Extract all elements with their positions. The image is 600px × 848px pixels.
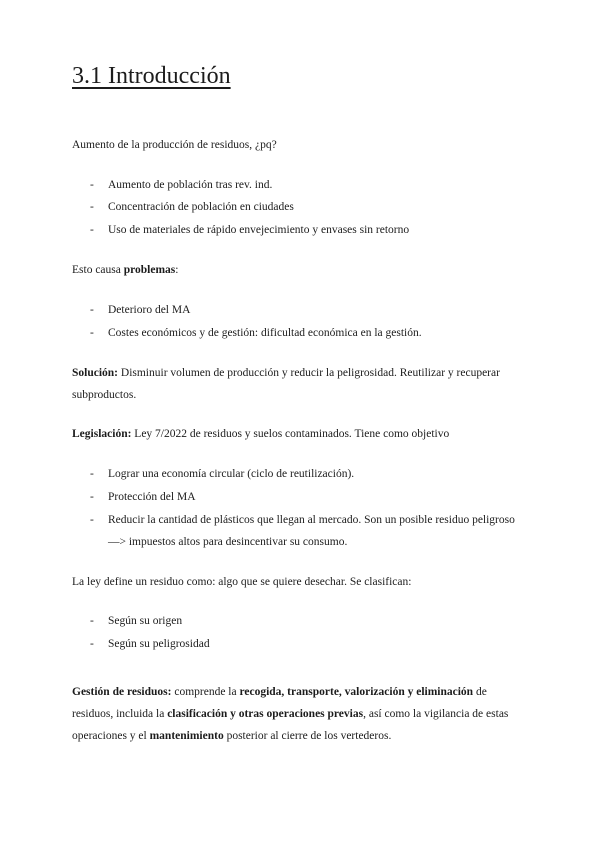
bold-run: Gestión de residuos:: [72, 686, 172, 699]
text-run: Esto causa: [72, 264, 124, 277]
list-item-objective-3: - Reducir la cantidad de plásticos que llegan al mercado. Son un posible residuo peligroso —> impuestos altos para desincentivar su consumo.: [72, 510, 528, 554]
list-item-cause-3: - Uso de materiales de rápido envejecimiento y envases sin retorno: [72, 220, 528, 242]
list-classifications: [72, 611, 528, 656]
paragraph-intro-question: Aumento de la producción de residuos, ¿pq?: [72, 138, 277, 151]
bold-run: mantenimiento: [149, 729, 224, 742]
text-run: de residuos, incluida la: [72, 686, 487, 720]
paragraph-legislation: [72, 424, 528, 446]
bold-run: recogida, transporte, valorización y eliminación: [239, 686, 474, 699]
list-item-objective-1: - Lograr una economía circular (ciclo de reutilización).: [72, 464, 528, 486]
paragraph-management: [72, 682, 528, 748]
list-item-cause-2: - Concentración de población en ciudades: [72, 197, 528, 219]
list-item-cause-1: - Aumento de población tras rev. ind.: [72, 175, 528, 197]
text-run: comprende la: [171, 686, 240, 699]
text-run: , así como la vigilancia de estas operaciones y el: [72, 707, 509, 742]
bold-run: problemas: [123, 264, 176, 277]
bold-run: Legislación:: [72, 428, 132, 441]
list-item-problem-1: - Deterioro del MA: [72, 300, 528, 322]
bold-run: Solución:: [72, 366, 119, 379]
list-item-classification-2: - Según su peligrosidad: [72, 634, 528, 656]
list-item-problem-2: - Costes económicos y de gestión: dificultad económica en la gestión.: [72, 323, 528, 345]
text-run: Ley 7/2022 de residuos y suelos contaminados. Tiene como objetivo: [131, 428, 450, 441]
text-run: Disminuir volumen de producción y reducir la peligrosidad. Reutilizar y recuperar subproductos.: [72, 366, 500, 401]
text-run: :: [175, 264, 179, 277]
list-item-classification-1: - Según su origen: [72, 611, 528, 633]
paragraph-solution: [72, 363, 528, 407]
page-title: 3.1 Introducción: [72, 63, 231, 89]
list-item-objective-2: - Protección del MA: [72, 487, 528, 509]
list-problems: [72, 300, 528, 345]
bold-run: clasificación y otras operaciones previas: [167, 707, 364, 720]
paragraph-definition: La ley define un residuo como: algo que se quiere desechar. Se clasifican:: [72, 575, 412, 588]
text-run: posterior al cierre de los vertederos.: [223, 729, 392, 742]
list-objectives: [72, 464, 528, 553]
paragraph-problems-lead: [72, 260, 528, 282]
list-causes: [72, 175, 528, 243]
